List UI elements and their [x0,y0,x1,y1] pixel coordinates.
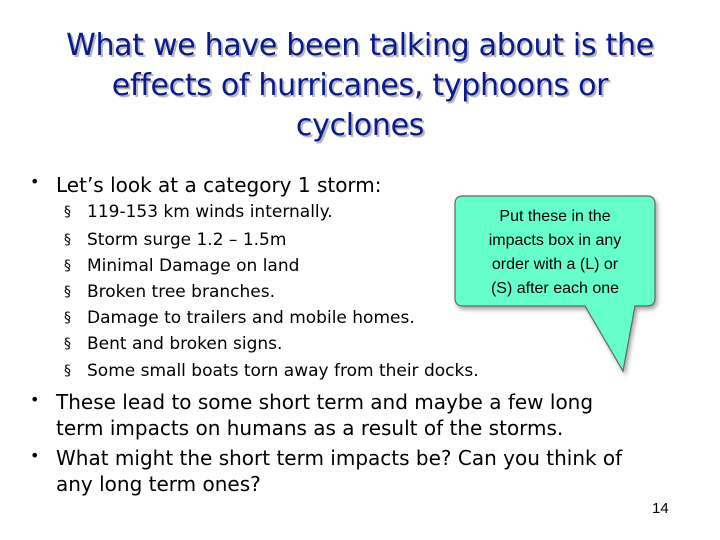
callout-text [455,205,655,301]
callout-line: order with a (L) or [491,256,619,273]
page-number: 14 [652,500,669,517]
bullet-text: Let’s look at a category 1 storm: [56,173,382,197]
sub-bullet-text: Broken tree branches. [87,282,275,302]
sub-bullet-text: Some small boats torn away from their docks. [87,361,479,381]
square-bullet-icon: § [64,363,71,379]
square-bullet-icon: § [64,204,71,220]
bullet-text: term impacts on humans as a result of the storms. [56,416,564,440]
sub-bullet-text: Bent and broken signs. [87,334,283,354]
callout-line: (S) after each one [490,280,620,297]
round-bullet-icon: • [30,390,40,409]
sub-bullet-text: Minimal Damage on land [87,256,300,276]
bullet-text: What might the short term impacts be? Can you think of [56,446,623,470]
title-line: What we have been talking about is the [66,28,654,63]
callout-line: Put these in the [499,208,611,225]
title-line: cyclones [295,108,425,143]
square-bullet-icon: § [64,336,71,352]
bullet-text: any long term ones? [56,472,261,496]
round-bullet-icon: • [30,446,40,465]
square-bullet-icon: § [64,284,71,300]
callout-line: impacts box in any [488,232,622,249]
title-line: effects of hurricanes, typhoons or [111,68,609,103]
bullet-text: These lead to some short term and maybe a few long [56,390,594,414]
square-bullet-icon: § [64,232,71,248]
sub-bullet-text: Storm surge 1.2 – 1.5m [87,230,287,250]
sub-bullet-text: 119-153 km winds internally. [87,202,333,222]
sub-bullet-text: Damage to trailers and mobile homes. [87,308,415,328]
slide-title [20,26,700,146]
square-bullet-icon: § [64,258,71,274]
square-bullet-icon: § [64,310,71,326]
round-bullet-icon: • [30,172,40,191]
